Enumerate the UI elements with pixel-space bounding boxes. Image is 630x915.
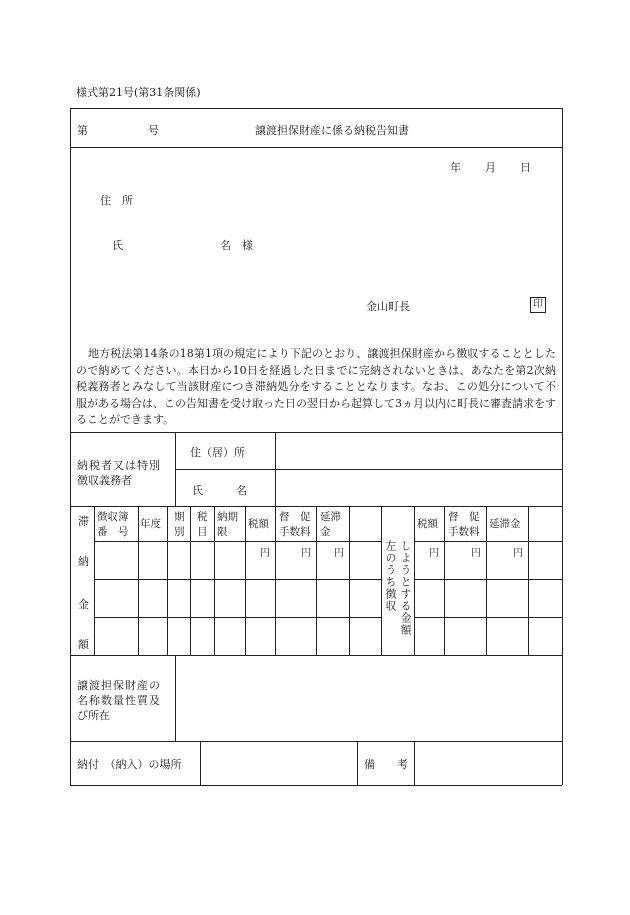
issuer-name: 金山町長: [366, 300, 410, 313]
col-late-charge-line1: 延滞: [320, 511, 341, 523]
col-reminder-fee-line1: 督 促: [279, 511, 311, 523]
col-tax-item-line2: 目: [197, 526, 208, 538]
remarks-right-divider: [414, 741, 415, 785]
arrears-col-line: [486, 506, 487, 655]
arrears-col-line: [167, 506, 168, 655]
property-bottom-line: [70, 741, 562, 742]
name-label-left: 氏: [112, 239, 123, 252]
arrears-col-line: [528, 506, 529, 655]
arrears-row1-bottom-right: [414, 579, 562, 580]
arrears-col-line: [190, 506, 191, 655]
payment-label-divider: [200, 741, 201, 785]
notice-number-prefix: 第: [77, 124, 88, 137]
arrears-col-line: [94, 506, 95, 655]
collect-amount-label-col1: 左のうち徴収: [384, 540, 397, 612]
property-label-line1: 譲渡担保財産の: [77, 679, 161, 692]
unit-yen: 円: [429, 548, 439, 559]
property-label-line2: 名称数量性質及: [77, 694, 161, 707]
col-ledger-number-line2: 番 号: [97, 526, 129, 538]
col-reminder-fee-line2: 手数料: [279, 526, 311, 538]
notice-divider: [70, 432, 562, 433]
frame-top: [70, 108, 562, 109]
arrears-col-line: [349, 506, 350, 655]
taxpayer-field-divider: [275, 432, 276, 506]
frame-left: [70, 108, 71, 785]
col-late-charge-line2: 金: [320, 526, 331, 538]
arrears-side-char: 滞: [78, 515, 89, 528]
arrears-col-line: [414, 506, 415, 655]
arrears-col-line: [138, 506, 139, 655]
date-year: 年: [450, 161, 461, 174]
col-tax-amount: 税額: [248, 518, 269, 530]
notice-number-suffix: 号: [148, 124, 159, 137]
col-period-line1: 期: [174, 511, 185, 523]
unit-yen: 円: [513, 548, 523, 559]
taxpayer-label-line2: 徴収義務者: [77, 474, 132, 487]
col-fiscal-year: 年度: [140, 518, 161, 530]
arrears-col-line: [275, 506, 276, 655]
unit-yen: 円: [260, 548, 270, 559]
property-label-divider: [175, 655, 176, 741]
col-due-date-line2: 限: [217, 526, 228, 538]
arrears-side-char: 納: [78, 555, 89, 568]
form-label: 様式第21号(第31条関係): [76, 86, 201, 99]
col-due-date-line1: 納期: [217, 511, 238, 523]
frame-bottom: [70, 785, 562, 786]
arrears-bottom-line: [70, 655, 562, 656]
arrears-col-line: [245, 506, 246, 655]
unit-yen: 円: [334, 548, 344, 559]
header-divider: [70, 147, 562, 148]
col-period-line2: 別: [174, 526, 185, 538]
name-label-right: 名 様: [220, 239, 253, 252]
unit-yen: 円: [471, 548, 481, 559]
notice-title: 譲渡担保財産に係る納税告知書: [255, 124, 409, 137]
col-tax-item-line1: 税: [197, 511, 208, 523]
arrears-col-line: [316, 506, 317, 655]
col-late-charge-2: 延滞金: [489, 518, 521, 530]
payment-place-label: 納付 （納入）の場所: [77, 758, 182, 771]
date-day: 日: [520, 161, 531, 174]
arrears-side-char: 金: [78, 598, 89, 611]
seal-mark: 印: [530, 297, 546, 313]
arrears-row2-bottom-right: [414, 617, 562, 618]
col-ledger-number-line1: 徴収簿: [97, 511, 129, 523]
arrears-col-line: [444, 506, 445, 655]
unit-yen: 円: [301, 548, 311, 559]
taxpayer-label-divider: [175, 432, 176, 506]
frame-right: [562, 108, 563, 785]
arrears-side-char: 額: [78, 638, 89, 651]
col-reminder-fee-2-line1: 督 促: [448, 511, 480, 523]
arrears-header-bottom-right: [414, 541, 562, 542]
taxpayer-label-line1: 納税者又は特別: [77, 459, 161, 472]
remarks-left-divider: [357, 741, 358, 785]
taxpayer-mid-line: [175, 469, 562, 470]
notice-body-text: 地方税法第14条の18第1項の規定により下記のとおり、譲渡担保財産から徴収することとしたので納めてください。本日から10日を経過した日までに完納されないときは、あなたを第2次納税義務者とみなして当該財産につき滞納処分をすることとなります。なお、この処分について不服がある場合は、この告知書を受け取った日の翌日から起算して3ヵ月以内に町長に審査請求をすることができます。: [76, 347, 556, 426]
address-label: 住 所: [100, 194, 133, 207]
date-month: 月: [485, 161, 496, 174]
arrears-col-line: [214, 506, 215, 655]
remarks-label: 備 考: [364, 758, 408, 771]
property-label-line3: び所在: [77, 709, 110, 722]
taxpayer-name-label: 氏 名: [192, 484, 247, 497]
col-reminder-fee-2-line2: 手数料: [448, 526, 480, 538]
taxpayer-address-label: 住（居）所: [190, 446, 245, 459]
col-tax-amount-2: 税額: [417, 518, 438, 530]
collect-amount-label-col2: しようとする金額: [399, 540, 412, 636]
